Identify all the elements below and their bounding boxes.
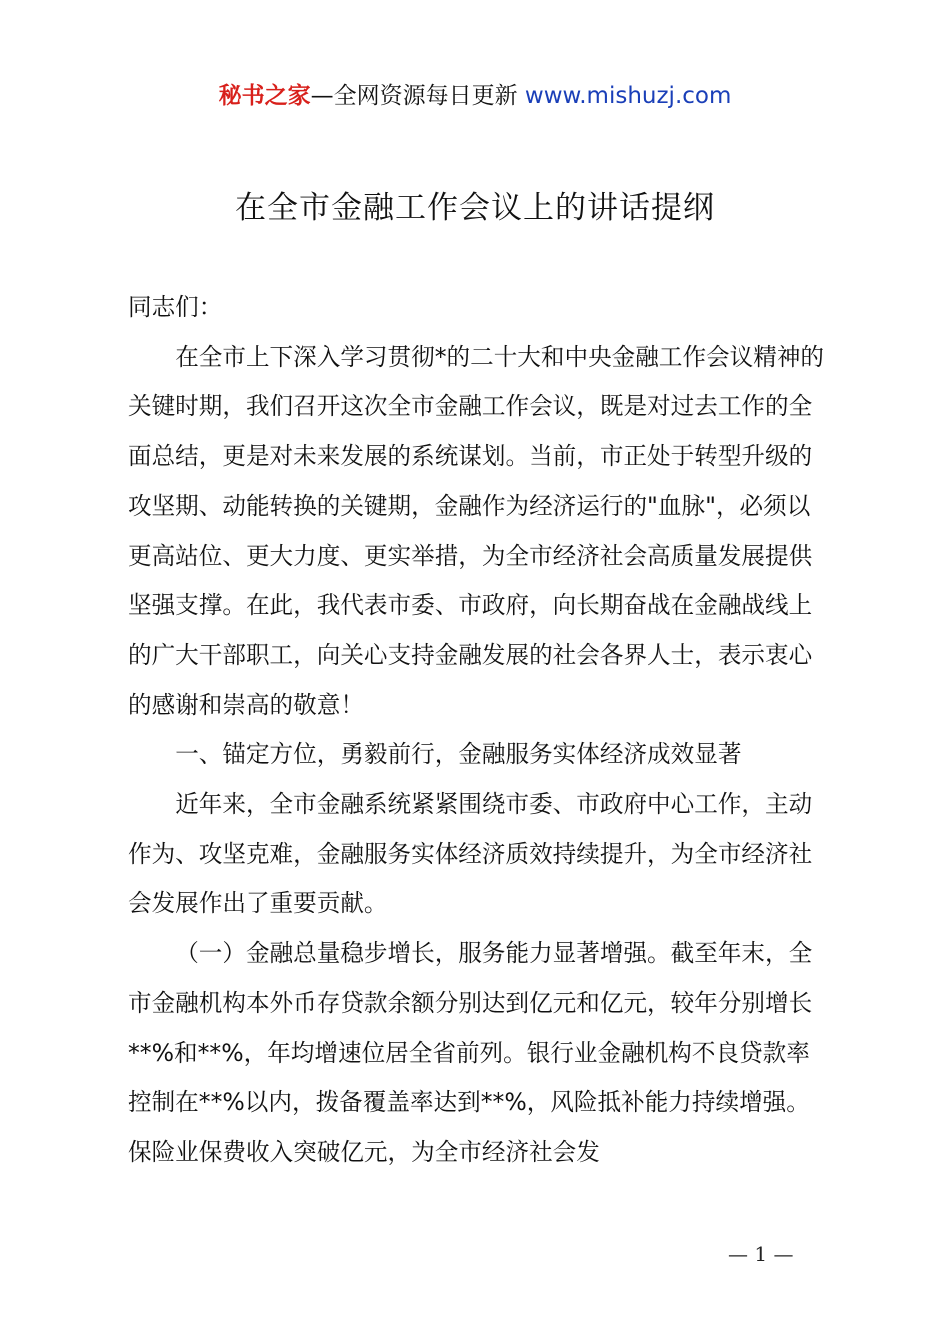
paragraph-intro: 在全市上下深入学习贯彻*的二十大和中央金融工作会议精神的关键时期，我们召开这次全市金融工作会议，既是对过去工作的全面总结，更是对未来发展的系统谋划。当前，市正处于转型升级的攻坚期、动能转换的关键期，金融作为经济运行的"血脉"，必须以更高站位、更大力度、更实举措，为全市经济社会高质量发展提供坚强支撑。在此，我代表市委、市政府，向长期奋战在金融战线上的广大干部职工，向关心支持金融发展的社会各界人士，表示衷心的感谢和崇高的敬意！	[128, 342, 825, 719]
site-url-link[interactable]: www.mishuzj.com	[524, 83, 732, 109]
brand-name: 秘书之家	[218, 83, 311, 109]
section-heading: 一、锚定方位，勇毅前行，金融服务实体经济成效显著	[175, 740, 742, 769]
paragraph-section-intro: 近年来，全市金融系统紧紧围绕市委、市政府中心工作，主动作为、攻坚克难，金融服务实体经济质效持续提升，为全市经济社会发展作出了重要贡献。	[128, 790, 813, 918]
header-slogan: —全网资源每日更新	[310, 83, 525, 109]
site-header	[0, 80, 950, 112]
salutation: 同志们：	[128, 293, 223, 321]
document-body	[128, 283, 828, 1178]
document-title: 在全市金融工作会议上的讲话提纲	[235, 190, 715, 226]
paragraph-subsection-1: （一）金融总量稳步增长，服务能力显著增强。截至年末，全市金融机构本外币存贷款余额分别达到亿元和亿元，较年分别增长**%和**%，年均增速位居全省前列。银行业金融机构不良贷款率控制在**%以内，拨备覆盖率达到**%，风险抵补能力持续增强。保险业保费收入突破亿元，为全市经济社会发	[128, 939, 813, 1166]
page-number: — 1 —	[728, 1242, 794, 1266]
